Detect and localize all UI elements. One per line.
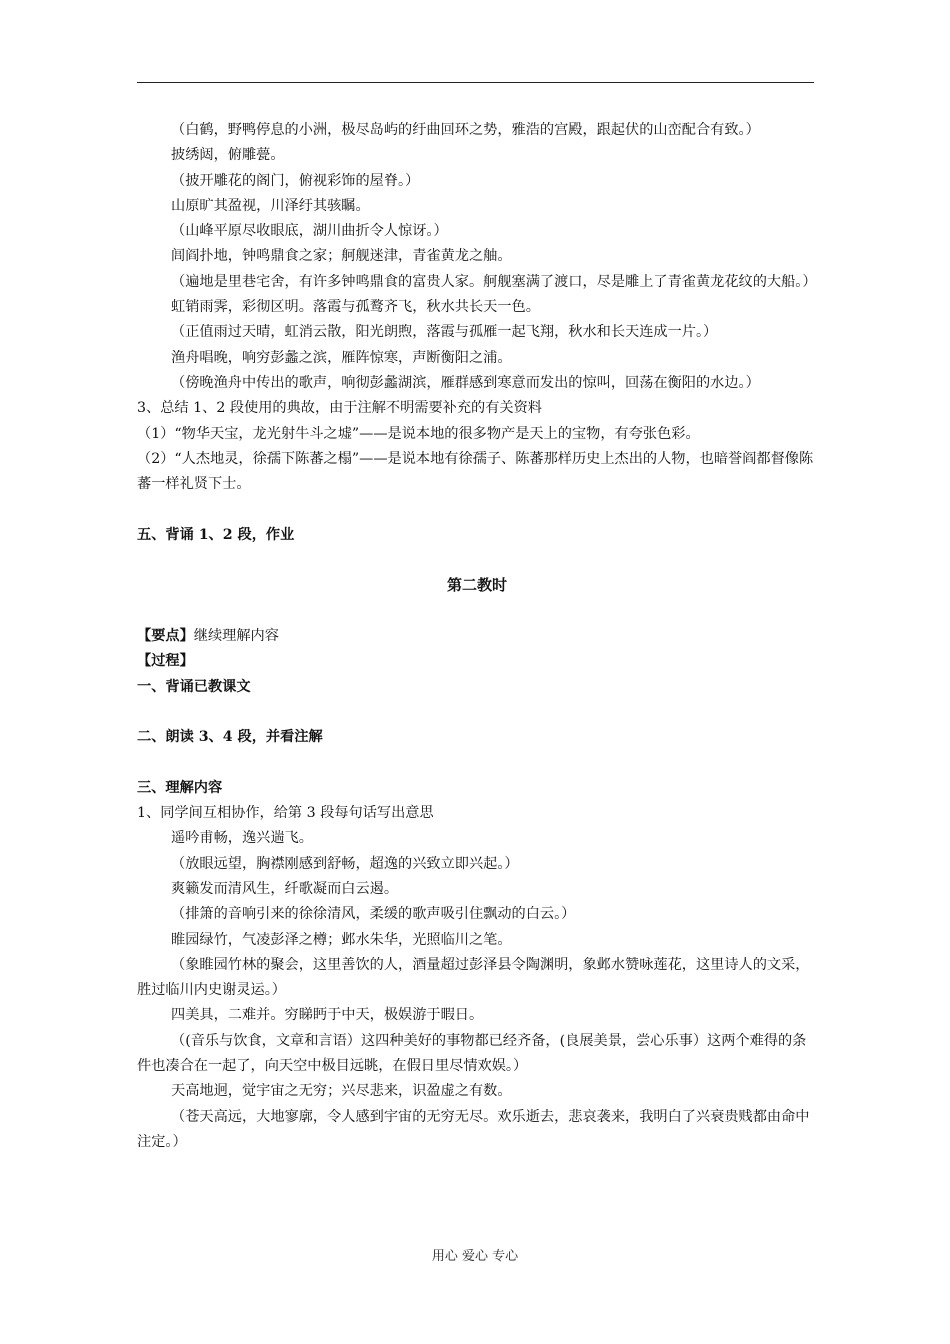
paragraph: （傍晚渔舟中传出的歌声，响彻彭蠡湖滨，雁群感到寒意而发出的惊叫，回荡在衡阳的水边。） — [171, 374, 760, 391]
paragraph: 闾阎扑地，钟鸣鼎食之家；舸舰迷津，青雀黄龙之舳。 — [171, 248, 512, 265]
key-points-text: 继续理解内容 — [193, 627, 279, 644]
paragraph: （1）“物华天宝，龙光射牛斗之墟”——是说本地的很多物产是天上的宝物，有夸张色彩。 — [137, 425, 700, 442]
paragraph: 爽籁发而清风生，纤歌凝而白云遏。 — [171, 880, 399, 897]
paragraph: 睢园绿竹，气凌彭泽之樽；邺水朱华，光照临川之笔。 — [171, 931, 512, 948]
paragraph: 四美具，二难并。穷睇眄于中天，极娱游于暇日。 — [171, 1007, 484, 1024]
paragraph: （2）“人杰地灵，徐孺下陈蕃之榻”——是说本地有徐孺子、陈蕃那样历史上杰出的人物，也暗誉阎都督像陈蕃一样礼贤下士。 — [137, 450, 814, 493]
paragraph: （正值雨过天晴，虹消云散，阳光朗煦，落霞与孤雁一起飞翔，秋水和长天连成一片。） — [171, 324, 718, 341]
paragraph: （白鹤，野鸭停息的小洲，极尽岛屿的纡曲回环之势，雅浩的宫殿，跟起伏的山峦配合有致。） — [171, 122, 760, 138]
paragraph: （放眼远望，胸襟刚感到舒畅，超逸的兴致立即兴起。） — [171, 855, 519, 872]
section-heading: 一、背诵已教课文 — [137, 678, 251, 695]
paragraph: 披绣闼，俯雕甍。 — [171, 147, 285, 164]
process-label: 【过程】 — [137, 653, 194, 670]
key-points — [137, 624, 817, 649]
paragraph: （(音乐与饮食，文章和言语）这四种美好的事物都已经齐备，(良展美景，尝心乐事）这两个难得的条件也凑合在一起了，向天空中极目远眺，在假日里尽情欢娱。） — [137, 1032, 807, 1074]
key-points-label: 【要点】 — [137, 627, 194, 644]
paragraph: （遍地是里巷宅舍，有许多钟鸣鼎食的富贵人家。舸舰塞满了渡口，尽是雕上了青雀黄龙花纹的大船。） — [171, 273, 817, 290]
paragraph: 虹销雨霁，彩彻区明。落霞与孤鹜齐飞，秋水共长天一色。 — [171, 299, 540, 316]
paragraph: 渔舟唱晚，响穷彭蠡之滨，雁阵惊寒，声断衡阳之浦。 — [171, 349, 512, 366]
paragraph: （披开雕花的阁门，俯视彩饰的屋脊。） — [171, 172, 420, 189]
section-heading: 二、朗读 3、4 段，并看注解 — [137, 729, 323, 746]
paragraph: 遥吟甫畅，逸兴遄飞。 — [171, 830, 313, 847]
lesson-title: 第二教时 — [446, 576, 507, 595]
paragraph: （象睢园竹林的聚会，这里善饮的人，酒量超过彭泽县令陶渊明，象邺水赞咏莲花，这里诗人的文采，胜过临川内史谢灵运。） — [137, 956, 810, 999]
header-rule — [137, 82, 814, 83]
paragraph: 3、总结 1、2 段使用的典故，由于注解不明需要补充的有关资料 — [137, 400, 542, 417]
paragraph: 山原旷其盈视，川泽纡其骇瞩。 — [171, 197, 370, 214]
document-body — [137, 118, 817, 1155]
paragraph: 1、同学间互相协作，给第 3 段每句话写出意思 — [137, 805, 434, 822]
paragraph: （山峰平原尽收眼底，湖川曲折令人惊讶。） — [171, 223, 448, 240]
section-heading: 三、理解内容 — [137, 779, 223, 796]
section-heading: 五、背诵 1、2 段，作业 — [137, 526, 295, 543]
paragraph: （排箫的音响引来的徐徐清风，柔缓的歌声吸引住飘动的白云。） — [171, 906, 576, 923]
paragraph: （苍天高远，大地寥廓，令人感到宇宙的无穷无尽。欢乐逝去，悲哀袭来，我明白了兴衰贵贱都由命中注定。） — [137, 1108, 810, 1150]
paragraph: 天高地迥，觉宇宙之无穷；兴尽悲来，识盈虚之有数。 — [171, 1083, 512, 1100]
page-footer: 用心 爱心 专心 — [431, 1249, 519, 1264]
